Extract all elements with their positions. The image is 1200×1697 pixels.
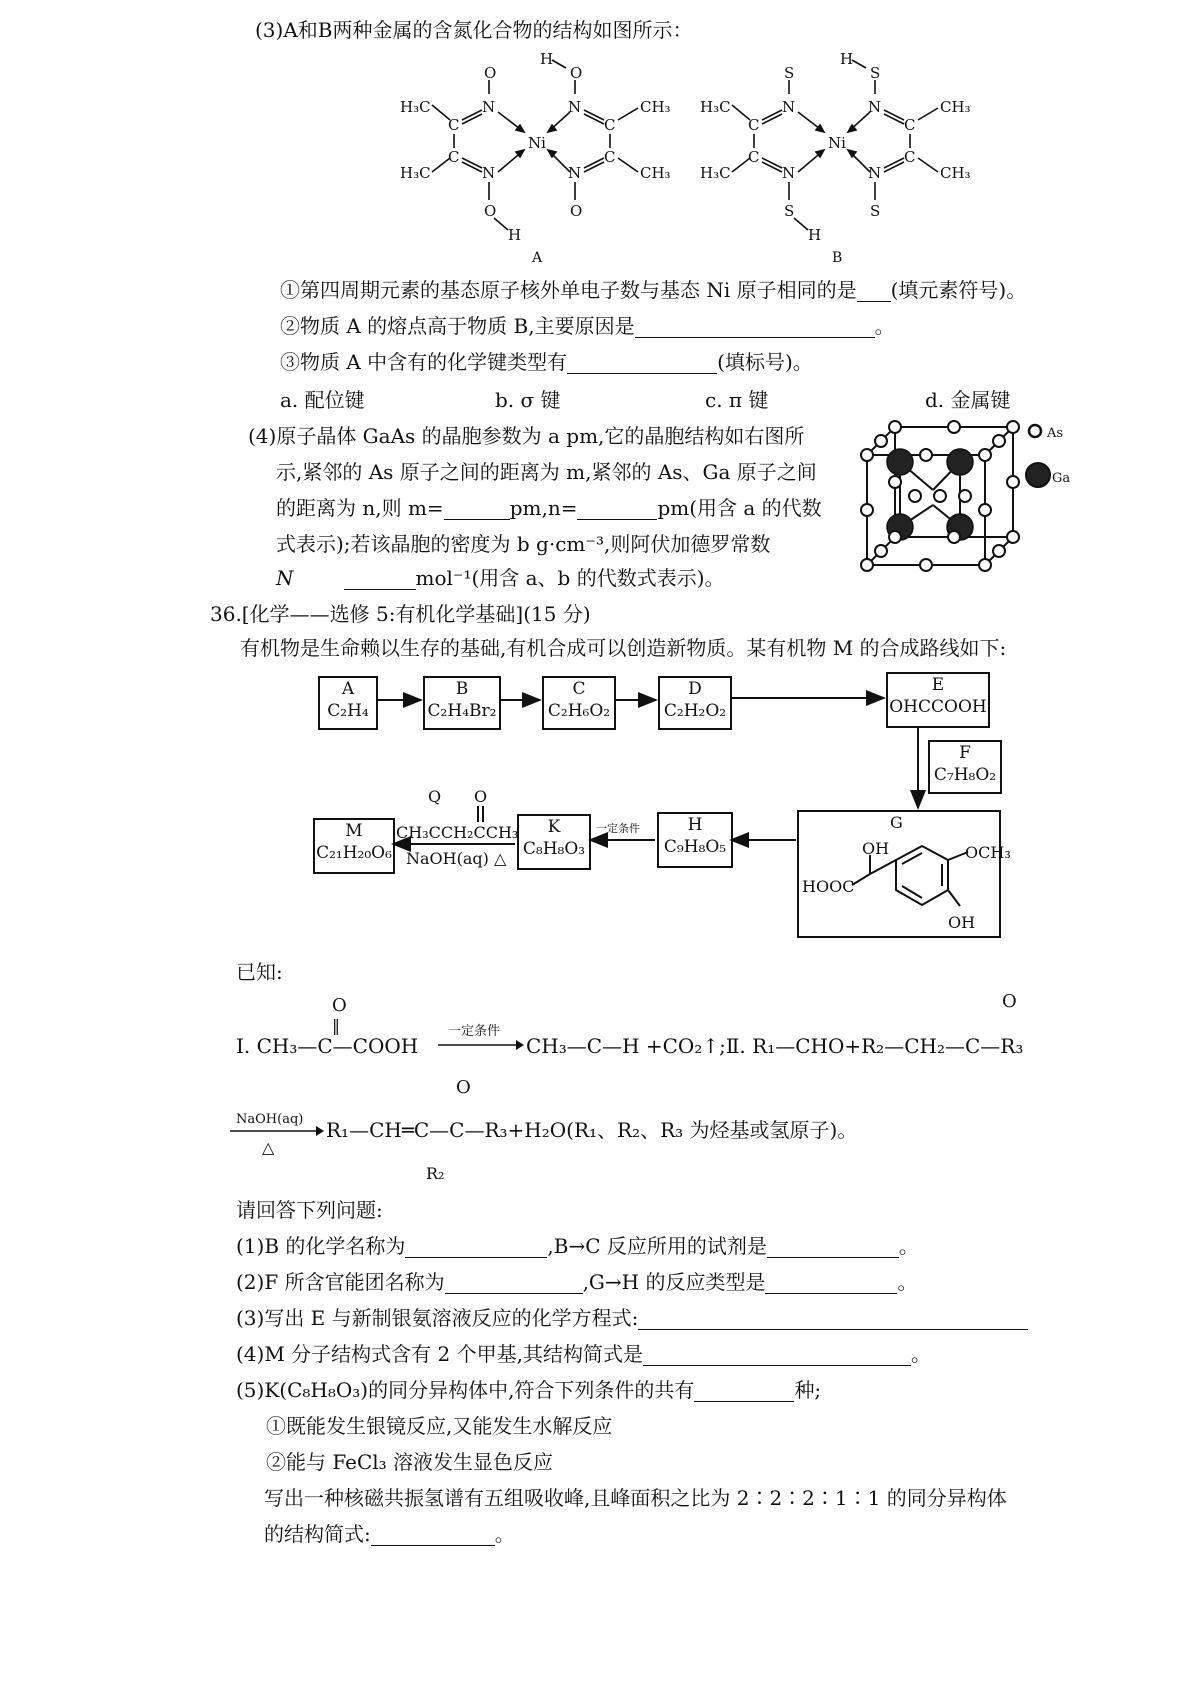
write-2: 的结构简式: 。 — [264, 1522, 515, 1546]
svg-text:O: O — [570, 64, 583, 82]
box-d: D C₂H₂O₂ — [658, 676, 732, 730]
box-a: A C₂H₄ — [318, 676, 378, 730]
g-oh-bottom: OH — [948, 913, 976, 932]
svg-text:O: O — [484, 202, 497, 220]
k2-product-o: O — [456, 1077, 471, 1098]
svg-text:C: C — [904, 148, 916, 166]
svg-text:N: N — [868, 164, 882, 182]
q3-s2: ②物质 A 的熔点高于物质 B,主要原因是 。 — [280, 314, 895, 338]
q4-line3: 的距离为 n,则 m= pm,n= pm(用含 a 的代数 — [276, 496, 822, 520]
svg-text:H: H — [508, 226, 522, 244]
q4-line2: 示,紧邻的 As 原子之间的距离为 m,紧邻的 As、Ga 原子之间 — [276, 460, 817, 484]
k2-condition-top: NaOH(aq) — [236, 1112, 304, 1127]
gaas-unit-cell-diagram — [855, 415, 1080, 580]
label-a: A — [532, 250, 543, 265]
svg-text:H₃C: H₃C — [700, 98, 731, 116]
svg-text:H₃C: H₃C — [700, 164, 731, 182]
condition-1: ①既能发生银镜反应,又能发生水解反应 — [266, 1414, 613, 1438]
svg-text:N: N — [568, 98, 582, 116]
svg-text:C: C — [748, 116, 760, 134]
svg-text:Ni: Ni — [828, 134, 846, 152]
q36-intro: 有机物是生命赖以生存的基础,有机合成可以创造新物质。某有机物 M 的合成路线如下: — [240, 636, 1007, 660]
answer-blank[interactable] — [344, 571, 416, 590]
svg-text:H: H — [840, 50, 854, 68]
svg-text:O: O — [484, 64, 497, 82]
answer-blank[interactable] — [405, 1239, 547, 1258]
box-b: B C₂H₄Br₂ — [423, 676, 501, 730]
q36-title: 36.[化学——选修 5:有机化学基础](15 分) — [210, 602, 591, 626]
q-condition: NaOH(aq) △ — [406, 849, 507, 868]
k1-o-top-1: O — [332, 995, 347, 1016]
svg-text:N: N — [782, 164, 796, 182]
svg-text:N: N — [482, 164, 496, 182]
answer-blank[interactable] — [643, 1347, 911, 1366]
q-label: Q — [428, 787, 442, 806]
svg-text:C: C — [604, 148, 616, 166]
label-b: B — [832, 250, 843, 265]
q-carbonyl-o: O — [474, 787, 488, 806]
a5: (5)K(C₈H₈O₃)的同分异构体中,符合下列条件的共有 种; — [236, 1378, 822, 1402]
g-label: G — [890, 813, 903, 832]
svg-text:C: C — [904, 116, 916, 134]
a2: (2)F 所含官能团名称为 ,G→H 的反应类型是 。 — [236, 1270, 918, 1294]
svg-text:S: S — [870, 202, 881, 220]
box-m: M C₂₁H₂₀O₆ — [313, 818, 395, 874]
box-e: E OHCCOOH — [886, 672, 990, 728]
svg-text:C: C — [448, 148, 460, 166]
g-och3: OCH₃ — [965, 843, 1011, 862]
box-f: F C₇H₈O₂ — [928, 740, 1002, 794]
k2-o-top: O — [1002, 991, 1017, 1012]
write-1: 写出一种核磁共振氢谱有五组吸收峰,且峰面积之比为 2∶2∶2∶1∶1 的同分异构体 — [264, 1486, 1007, 1510]
g-oh-top: OH — [862, 839, 890, 858]
svg-text:S: S — [784, 202, 795, 220]
svg-text:CH₃: CH₃ — [640, 98, 671, 116]
k1-reactant: Ⅰ. CH₃—C—COOH — [236, 1034, 419, 1058]
box-c: C C₂H₆O₂ — [542, 676, 616, 730]
known-label: 已知: — [236, 960, 283, 984]
legend-as: As — [1047, 426, 1064, 441]
k2-product: R₁—CH═C—C—R₃+H₂O(R₁、R₂、R₃ 为烃基或氢原子)。 — [326, 1118, 858, 1142]
box-k: K C₈H₈O₃ — [517, 814, 591, 870]
q4-line5: N mol⁻¹(用含 a、b 的代数式表示)。 — [276, 566, 725, 590]
svg-text:S: S — [784, 64, 795, 82]
answer-blank[interactable] — [765, 1275, 897, 1294]
answer-blank[interactable] — [635, 319, 875, 338]
q4-line4: 式表示);若该晶胞的密度为 b g·cm⁻³,则阿伏加德罗常数 — [276, 532, 771, 556]
svg-text:CH₃: CH₃ — [940, 98, 971, 116]
answer-blank[interactable] — [638, 1311, 1028, 1330]
option-a: a. 配位键 — [280, 388, 365, 412]
svg-text:H₃C: H₃C — [400, 98, 431, 116]
svg-text:N: N — [482, 98, 496, 116]
answer-blank[interactable] — [567, 355, 717, 374]
k1-double-bond: ‖ — [332, 1016, 340, 1035]
answer-blank[interactable] — [857, 283, 891, 302]
answer-blank[interactable] — [577, 501, 657, 520]
k1-arrow — [436, 1038, 526, 1052]
svg-text:N: N — [868, 98, 882, 116]
k2-r2: R₂ — [426, 1164, 445, 1183]
svg-text:C: C — [748, 148, 760, 166]
q3-intro: (3)A和B两种金属的含氮化合物的结构如图所示： — [255, 18, 693, 42]
answer-blank[interactable] — [371, 1527, 495, 1546]
synthesis-arrows — [300, 660, 1020, 950]
svg-text:C: C — [604, 116, 616, 134]
svg-text:S: S — [870, 64, 881, 82]
answer-blank[interactable] — [767, 1239, 899, 1258]
option-c: c. π 键 — [705, 388, 769, 412]
k1-product-and-k2: CH₃—C—H +CO₂↑;Ⅱ. R₁—CHO+R₂—CH₂—C—R₃ — [526, 1034, 1024, 1058]
svg-text:C: C — [448, 116, 460, 134]
answer-blank[interactable] — [694, 1383, 794, 1402]
k2-arrow — [228, 1124, 328, 1138]
cond-h-k: 一定条件 — [596, 822, 640, 835]
a1: (1)B 的化学名称为 ,B→C 反应所用的试剂是 。 — [236, 1234, 919, 1258]
k1-condition: 一定条件 — [448, 1024, 501, 1039]
svg-text:N: N — [782, 98, 796, 116]
option-b: b. σ 键 — [495, 388, 561, 412]
svg-text:CH₃: CH₃ — [640, 164, 671, 182]
answer-blank[interactable] — [444, 501, 510, 520]
svg-text:CH₃: CH₃ — [940, 164, 971, 182]
q4-line1: (4)原子晶体 GaAs 的晶胞参数为 a pm,它的晶胞结构如右图所 — [248, 424, 805, 448]
q-formula: CH₃CCH₂CCH₃ — [396, 823, 519, 842]
legend-ga: Ga — [1052, 471, 1071, 486]
svg-text:O: O — [570, 202, 583, 220]
svg-text:Ni: Ni — [528, 134, 546, 152]
q3-s1: ①第四周期元素的基态原子核外单电子数与基态 Ni 原子相同的是 (填元素符号)。 — [280, 278, 1027, 302]
k2-condition-bottom: △ — [262, 1138, 275, 1157]
q3-s3: ③物质 A 中含有的化学键类型有 (填标号)。 — [280, 350, 813, 374]
box-h: H C₉H₈O₅ — [657, 812, 733, 868]
answer-blank[interactable] — [445, 1275, 583, 1294]
g-hooc: HOOC — [802, 877, 855, 896]
condition-2: ②能与 FeCl₃ 溶液发生显色反应 — [266, 1450, 554, 1474]
ni-complex-structures — [390, 50, 1010, 265]
a3: (3)写出 E 与新制银氨溶液反应的化学方程式: — [236, 1306, 1028, 1330]
ask: 请回答下列问题: — [236, 1198, 383, 1222]
svg-text:N: N — [568, 164, 582, 182]
a4: (4)M 分子结构式含有 2 个甲基,其结构简式是 。 — [236, 1342, 931, 1366]
svg-text:H: H — [808, 226, 822, 244]
option-d: d. 金属键 — [925, 388, 1011, 412]
svg-text:H: H — [540, 50, 554, 68]
svg-text:H₃C: H₃C — [400, 164, 431, 182]
